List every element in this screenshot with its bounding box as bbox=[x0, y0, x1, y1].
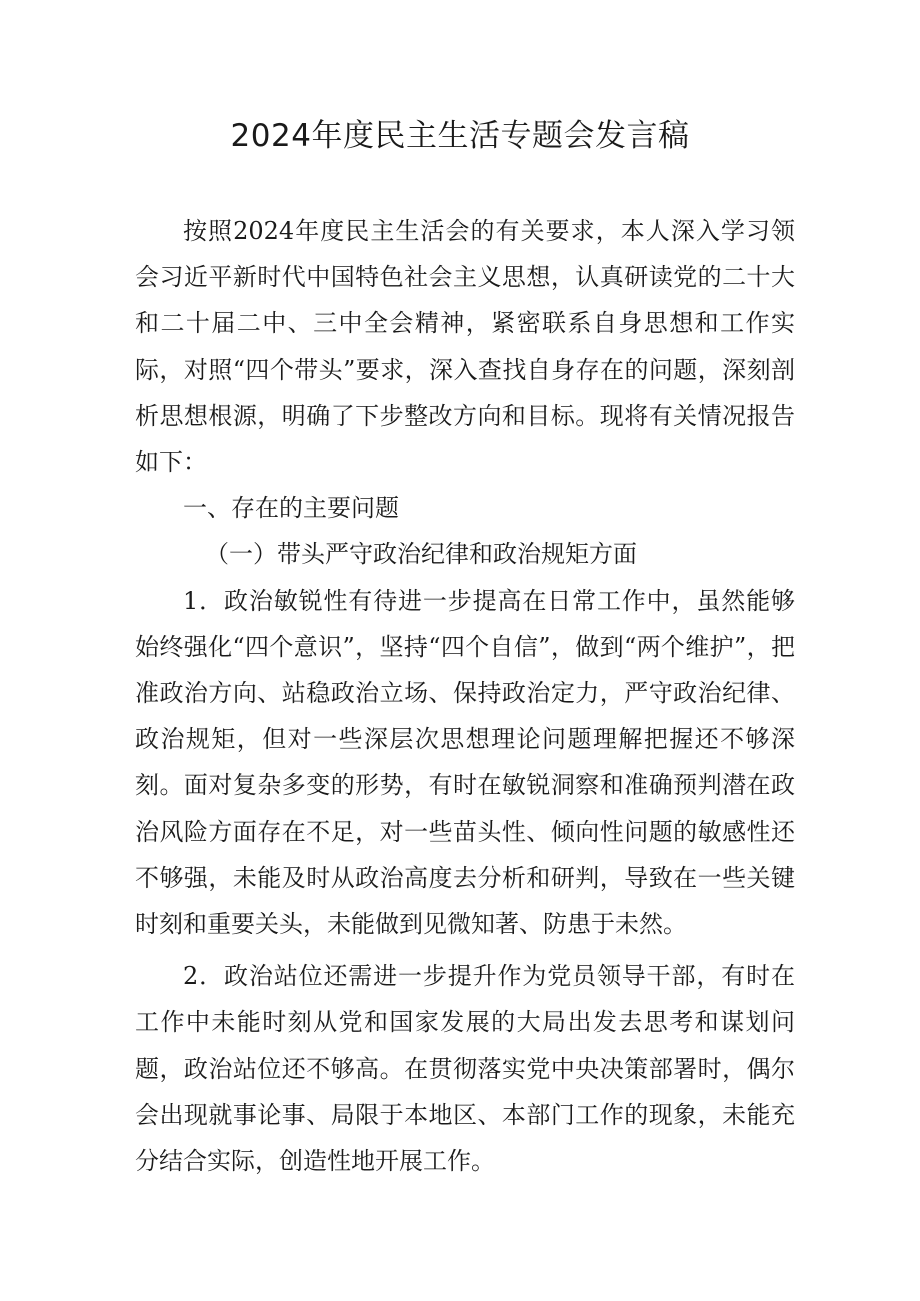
intro-paragraph: 按照2024年度民主生活会的有关要求，本人深入学习领会习近平新时代中国特色社会主义思想，认真研读党的二十大和二十届二中、三中全会精神，紧密联系自身思想和工作实际，对照“四个带头”要求，深入查找自身存在的问题，深刻剖析思想根源，明确了下步整改方向和目标。现将有关情况报告如下： bbox=[135, 217, 795, 477]
subsection-heading: （一）带头严守政治纪律和政治规矩方面 bbox=[205, 540, 637, 569]
section-heading: 一、存在的主要问题 bbox=[183, 494, 399, 523]
item-paragraph-1: 1．政治敏锐性有待进一步提高在日常工作中，虽然能够始终强化“四个意识”，坚持“四个自信”，做到“两个维护”，把准政治方向、站稳政治立场、保持政治定力，严守政治纪律、政治规矩，但对一些深层次思想理论问题理解把握还不够深刻。面对复杂多变的形势，有时在敏锐洞察和准确预判潜在政治风险方面存在不足，对一些苗头性、倾向性问题的敏感性还不够强，未能及时从政治高度去分析和研判，导致在一些关键时刻和重要关头，未能做到见微知著、防患于未然。 bbox=[135, 586, 795, 939]
document-title: 2024年度民主生活专题会发言稿 bbox=[230, 118, 690, 154]
item-paragraph-2: 2．政治站位还需进一步提升作为党员领导干部，有时在工作中未能时刻从党和国家发展的大局出发去思考和谋划问题，政治站位还不够高。在贯彻落实党中央决策部署时，偶尔会出现就事论事、局限于本地区、本部门工作的现象，未能充分结合实际，创造性地开展工作。 bbox=[135, 962, 795, 1176]
document-body bbox=[135, 208, 795, 1184]
